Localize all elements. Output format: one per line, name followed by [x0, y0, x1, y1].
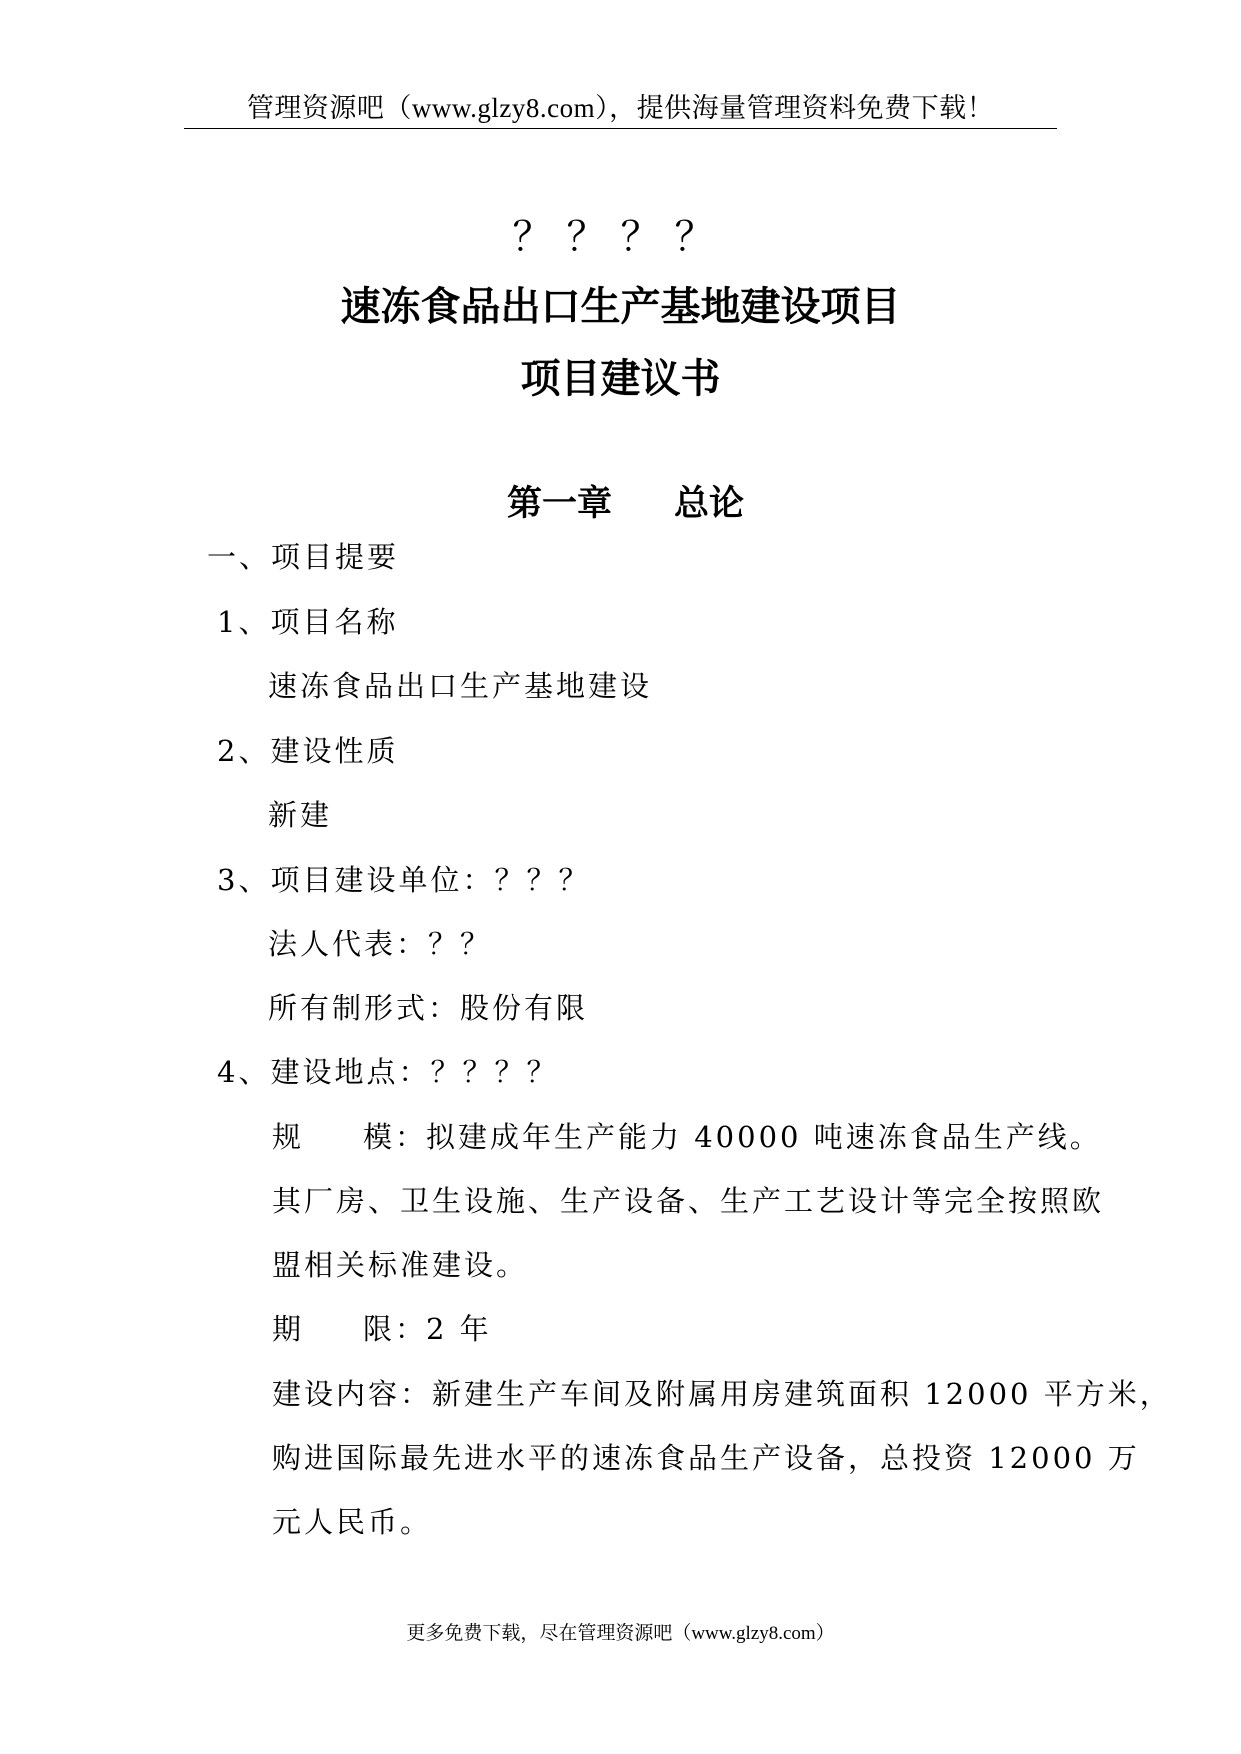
field-key: 模： [363, 1120, 428, 1154]
field-key: 限： [363, 1312, 428, 1346]
item-value: 法人代表：？？ [268, 927, 493, 961]
section-heading: 一、项目提要 [207, 540, 400, 574]
item-value: 速冻食品出口生产基地建设 [268, 669, 653, 703]
paragraph-line: 盟相关标准建设。 [272, 1248, 529, 1282]
paragraph-line: 购进国际最先进水平的速冻食品生产设备，总投资 12000 万 [272, 1441, 1140, 1475]
field-key: 规 [272, 1120, 305, 1154]
chapter-number: 第一章 [507, 484, 613, 524]
field-value: 拟建成年生产能力 40000 吨速冻食品生产线。 [426, 1120, 1102, 1154]
paragraph-line: 其厂房、卫生设施、生产设备、生产工艺设计等完全按照欧 [272, 1184, 1105, 1218]
chapter-name: 总论 [674, 484, 745, 524]
document-title: 速冻食品出口生产基地建设项目 [340, 284, 901, 330]
paragraph-line: 建设内容：新建生产车间及附属用房建筑面积 12000 平方米， [272, 1377, 1172, 1411]
chapter-heading [507, 476, 744, 526]
title-placeholder: ？？？？ [512, 214, 729, 260]
item-value: 新建 [268, 798, 333, 832]
field-value: 2 年 [426, 1312, 492, 1346]
field-key: 期 [272, 1312, 305, 1346]
item-value: 所有制形式：股份有限 [268, 991, 589, 1025]
paragraph-line: 元人民币。 [272, 1505, 433, 1539]
item-label: 4、建设地点：？？？？ [217, 1055, 559, 1089]
header-divider [184, 128, 1057, 129]
item-label: 1、项目名称 [217, 605, 399, 639]
item-label: 3、项目建设单位：？？？ [217, 863, 591, 897]
page-header: 管理资源吧（www.glzy8.com），提供海量管理资料免费下载！ [246, 93, 995, 123]
item-label: 2、建设性质 [217, 734, 399, 768]
page-footer: 更多免费下载，尽在管理资源吧（www.glzy8.com） [406, 1623, 835, 1644]
document-subtitle: 项目建议书 [520, 356, 721, 402]
